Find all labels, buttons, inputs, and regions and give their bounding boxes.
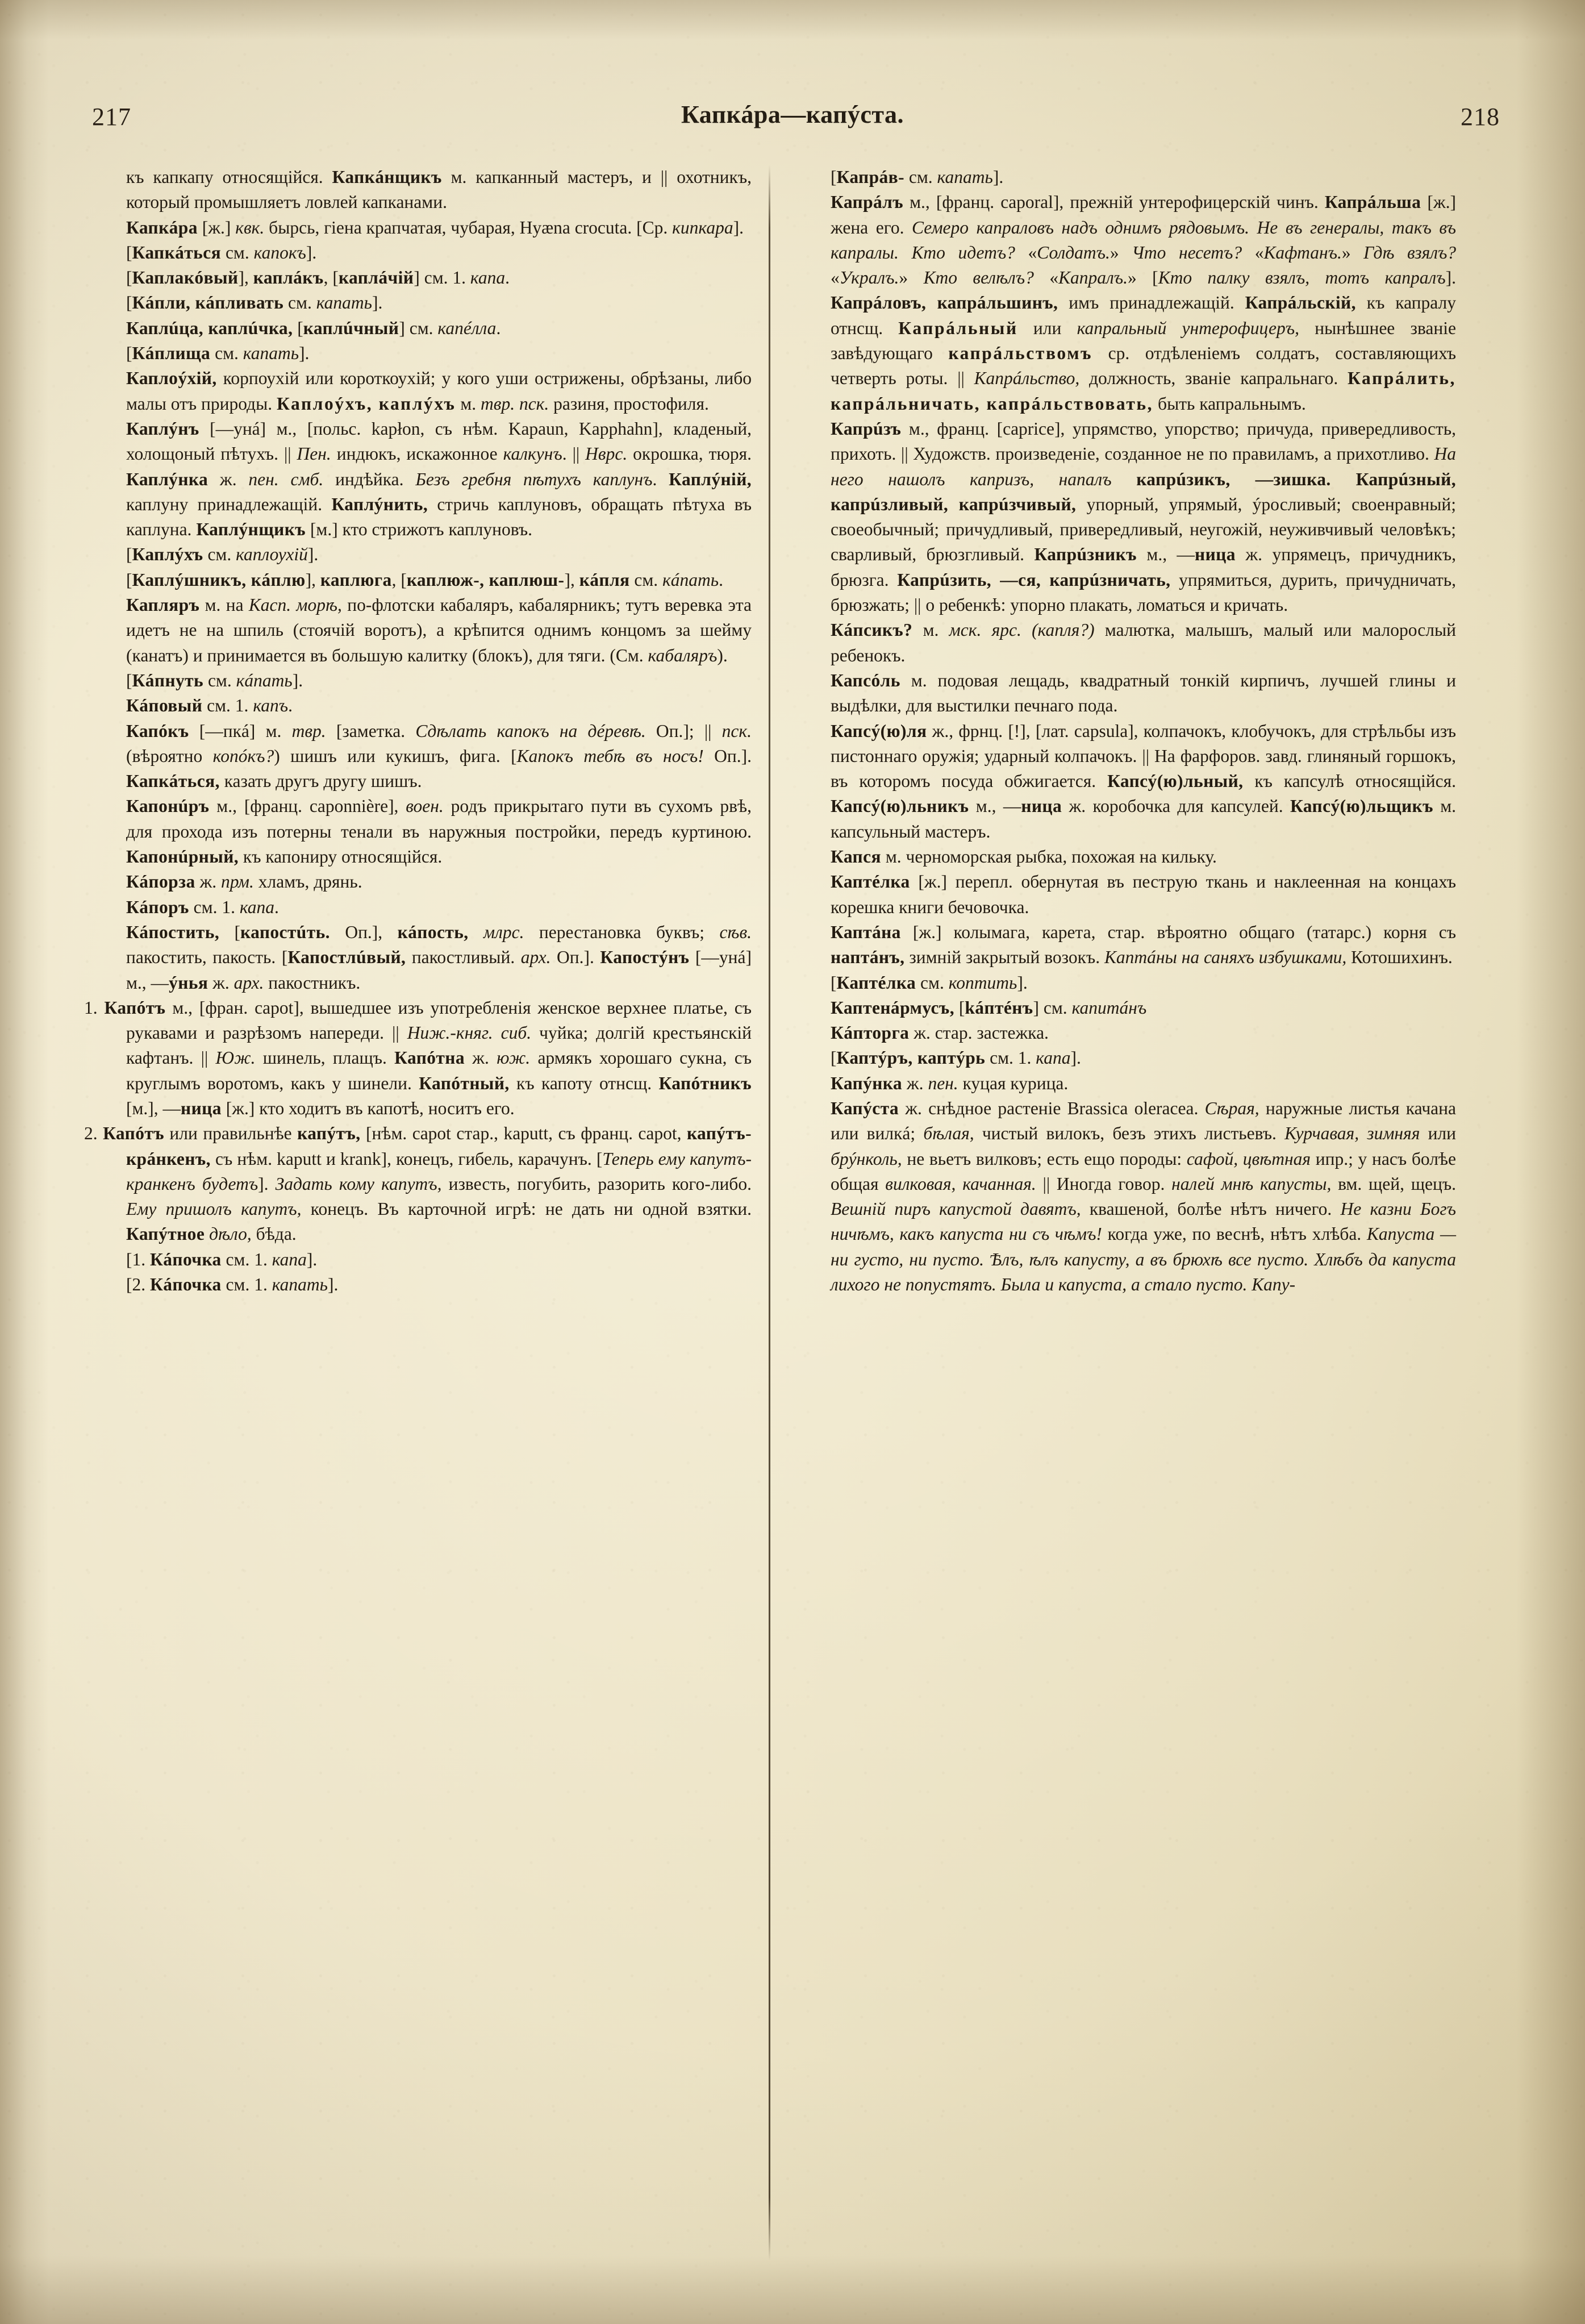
entry-kapsya: Капся м. черноморская рыбка, похожая на кильку. [831, 847, 1217, 867]
entry-kapli: [Кáпли, кáпливать см. капать]. [126, 293, 383, 313]
entry-kapovyi: Кáповый см. 1. капъ. [126, 695, 293, 716]
entry-kapot-2-text: Капóтъ или правильнѣе капýтъ, [нѣм. capot стар., kaputt, съ франц. capot, капýтъ-крáнкенъ, съ нѣм. kaputt и krank], конецъ, гибель, карачунъ. [Теперь ему капутъ-кранкенъ будетъ]. Задать кому капутъ, известь, погубить, разорить кого-либо. Ему пришолъ капутъ, конецъ. Въ карточной игрѣ: не дать ни одной взятки. Капýтное дѣло, бѣда. [103, 1123, 752, 1244]
column-left [84, 165, 752, 2284]
entry-kapostit: Кáпостить, [капостúть. Оп.], кáпость, млрс. перестановка буквъ; сѣв. пакостить, пакость. [Капостлúвый, пакостливый. арх. Оп.]. Капостýнъ [—унá] м., —ýнья ж. арх. пакостникъ. [126, 922, 752, 993]
entry-kaplakovyi: [Каплакóвый], каплáкъ, [каплáчiй] см. 1. капа. [126, 268, 510, 288]
entry-kapor: Кáпоръ см. 1. капа. [126, 897, 279, 917]
column-area [84, 165, 1501, 2284]
entry-number-2: 2. [84, 1123, 98, 1144]
entry-kaporza: Кáпорза ж. прм. хламъ, дрянь. [126, 872, 362, 892]
entry-kaplyar: Капляръ м. на Касп. морѣ, по-флотски кабаляръ, кабалярникъ; тутъ веревка эта идетъ не на шпиль (стоячiй воротъ), а крѣпится однимъ концомъ за шейму (канатъ) и принимается въ большую калитку (блокъ), для тяги. (См. кабаляръ). [126, 595, 752, 665]
entry-kaploukhii: Каплоýхiй, корпоухiй или короткоухiй; у кого уши острижены, обрѣзаны, либо малы отъ природы. Каплоýхъ, каплýхъ м. твр. пск. разиня, простофиля. [126, 368, 752, 414]
entry-kaplishcha: [Кáплища см. капать]. [126, 343, 310, 364]
entry-kapot-2 [84, 1121, 752, 1247]
entry-kapusta: Капýста ж. снѣдное растенiе Brassica oleracea. Сѣрая, наружные листья качана или вилкá; бѣлая, чистый вилокъ, безъ этихъ листьевъ. Курчавая, зимняя или брýнколь, не вьетъ вилковъ; есть ещо породы: сафой, цвѣтная ипр.; у насъ болѣе общая вилковая, качанная. || Иногда говор. налей мнѣ капусты, вм. щей, щецъ. Вешнiй пиръ капустой давятъ, квашеной, болѣе нѣтъ ничего. Не казни Богъ ничѣмъ, какъ капуста ни съ чѣмъ! когда уже, по веснѣ, нѣтъ хлѣба. Капуста — ни густо, ни пусто. Ѣлъ, ѣлъ капусту, а въ брюхѣ все пусто. Хлѣбъ да капуста лихого не попустятъ. Была и капуста, а стало пусто. Капу- [831, 1098, 1457, 1295]
entry-kaptelka: Каптéлка [ж.] перепл. обернутая въ пеструю ткань и наклеенная на концахъ корешка книги бечовочка. [831, 872, 1456, 917]
entry-kaptenarmus: Каптенáрмусъ, [káптéнъ] см. капитáнъ [831, 997, 1147, 1018]
entry-kapochka-1: [1. Кáпочка см. 1. капа]. [126, 1249, 318, 1269]
entry-kaplun: Каплýнъ [—унá] м., [польс. kapłon, съ нѣм. Kapaun, Kapphahn], кладеный, холощоный пѣтухъ. || Пен. индюкъ, искажонное калкунъ. || Нврс. окрошка, тюря. Каплýнка ж. пен. смб. индѣйка. Безъ гребня пѣтухъ каплунъ. Каплýнiй, каплуну принадлежащiй. Каплýнить, стричь каплуновъ, обращать пѣтуха въ каплуна. Каплýнщикъ [м.] кто стрижотъ каплуновъ. [126, 418, 752, 540]
folio-left: 217 [92, 103, 131, 131]
entry-kaptana: Каптáна [ж.] колымага, карета, стар. вѣроятно общаго (татарс.) корня съ наптáнъ, зимнiй закрытый возокъ. Каптáны на саняхъ избушками, Котошихинъ. [831, 922, 1456, 968]
entry-kapot-1 [84, 996, 752, 1121]
column-divider-rule [769, 165, 770, 2260]
entry-kapsulya: Капсý(ю)ля ж., фрнц. [!], [лат. capsula], колпачокъ, клобучокъ, для стрѣльбы изъ пистоннаго оружiя; ударный колпачокъ. || На фарфоров. завд. глиняный горшокъ, въ которомъ посуда обжигается. Капсý(ю)льный, къ капсулѣ относящiйся. Капсý(ю)льникъ м., —ница ж. коробочка для капсулей. Капсý(ю)льщикъ м. капсульный мастеръ. [831, 720, 1457, 842]
entry-kaponir: Капонúръ м., [франц. caponnière], воен. родъ прикрытаго пути въ сухомъ рвѣ, для прохода изъ потерны тенали въ наружныя постройки, передъ куртиною. Капонúрный, къ капониру относящiйся. [126, 796, 752, 867]
entry-kapot-1-text: Капóтъ м., [фран. capot], вышедшее изъ употребленiя женское верхнее платье, съ рукавами и разрѣзомъ напереди. || Ниж.-княг. сиб. чуйка; долгiй крестьянскiй кафтанъ. || Юж. шинель, плащъ. Капóтна ж. юж. армякъ хорошаго сукна, съ круглымъ воротомъ, какъ у шинели. Капóтный, къ капоту отнсщ. Капóтникъ [м.], —ница [ж.] кто ходитъ въ капотѣ, носитъ его. [104, 997, 752, 1118]
entry-kapriz: Капрúзъ м., франц. [caprice], упрямство, упорство; причуда, привередливость, прихоть. || Художств. произведенiе, созданное не по правиламъ, а прихотливо. На него нашолъ капризъ, напалъ капрúзикъ, —зишка. Капрúзный, капрúзливый, капрúзчивый, упорный, упрямый, ýросливый; своенравный; своеобычный; причудливый, привередливый, неугожiй, неуживчивый человѣкъ; сварливый, брюзгливый. Капрúзникъ м., —ница ж. упрямецъ, причудникъ, брюзга. Капрúзить, —ся, капрúзничать, упрямиться, дурить, причудничать, брюзжать; || о ребенкѣ: упорно плакать, ломаться и кричать. [831, 418, 1457, 615]
entry-kapral: Капрáлъ м., [франц. caporal], прежнiй унтерофицерскiй чинъ. Капрáльша [ж.] жена его. Семеро капраловъ надъ однимъ рядовымъ. Не въ генералы, такъ въ капралы. Кто идетъ? «Солдатъ.» Что несетъ? «Кафтанъ.» Гдѣ взялъ? «Укралъ.» Кто велѣлъ? «Капралъ.» [Кто палку взялъ, тотъ капралъ]. Капрáловъ, капрáльшинъ, имъ принадлежащiй. Капрáльскiй, къ капралу отнсщ. Капрáльный или капральный унтерофицеръ, нынѣшнее званiе завѣдующаго капрáльствомъ ср. отдѣленiемъ солдатъ, составляющихъ четверть роты. || Капрáльство, должность, званiе капральнаго. Капрáлить, капрáльничать, капрáльствовать, быть капральнымъ. [831, 192, 1457, 414]
entry-kapsol: Капсóль м. подовая лещадь, квадратный тонкiй кирпичъ, лучшей глины и выдѣлки, для выстилки печнаго пода. [831, 670, 1456, 716]
entry-kapkara: Капкáра [ж.] квк. бырсь, гiена крапчатая, чубарая, Hyæna crocuta. [Ср. кипкара]. [126, 217, 744, 238]
running-head [85, 97, 1500, 136]
entry-kaplushnik: [Каплýшникъ, кáплю], каплюга, [каплюж-, каплюш-], кáпля см. кáпать. [126, 569, 723, 590]
entry-kaplitsa: Каплúца, каплúчка, [каплúчный] см. капéлла. [126, 318, 501, 338]
entry-kapok: Капóкъ [—пкá] м. твр. [заметка. Сдѣлать капокъ на дéревѣ. Оп.]; || пск. (вѣроятно копóкъ?) шишъ или кукишъ, фига. [Капокъ тебѣ въ носъ! Оп.]. Капкáться, казать другъ другу шишъ. [126, 720, 752, 792]
entry-kapunka: Капýнка ж. пен. куцая курица. [831, 1073, 1069, 1093]
entry-kapnut: [Кáпнуть см. кáпать]. [126, 670, 303, 690]
entry-kapsik: Кáпсикъ? м. мск. ярс. (капля?) малютка, малышъ, малый или малорослый ребенокъ. [831, 620, 1456, 665]
entry-kapochka-2: [2. Кáпочка см. 1. капать]. [126, 1275, 339, 1295]
entry-number-1: 1. [84, 997, 98, 1018]
entry-continuation: къ капкапу относящiйся. Капкáнщикъ м. капканный мастеръ, и || охотникъ, который промышляетъ ловлей капканами. [126, 167, 752, 213]
entry-kapkatsya: [Капкáться см. капокъ]. [126, 242, 317, 263]
entry-kaptur: [Каптýръ, каптýрь см. 1. капа]. [831, 1048, 1081, 1068]
entry-kaptorga: Кáпторга ж. стар. застежка. [831, 1023, 1049, 1043]
entry-kaptelka-see: [Каптéлка см. коптить]. [831, 972, 1028, 993]
entry-kaprav: [Капрáв- см. капать]. [831, 167, 1004, 187]
column-right [789, 165, 1456, 2284]
running-title: Капкáра—капýста. [681, 101, 904, 128]
folio-right: 218 [1461, 103, 1500, 131]
entry-kaplukh: [Каплýхъ см. каплоухiй]. [126, 544, 319, 565]
